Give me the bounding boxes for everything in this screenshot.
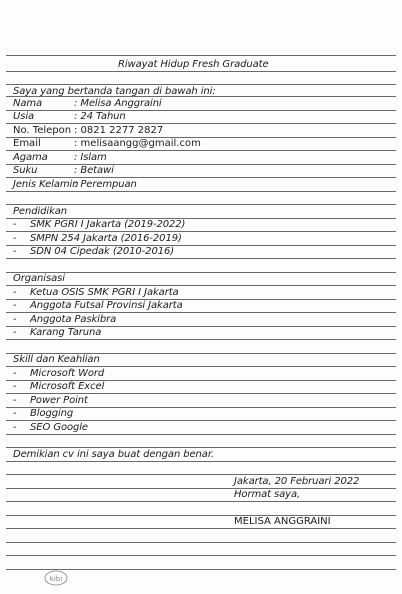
list-item-pendidikan: SDN 04 Cipedak (2010-2016) (30, 246, 175, 257)
list-item-skill: Blogging (30, 408, 74, 419)
list-item-skill: Microsoft Word (30, 368, 105, 379)
list-item-organisasi: Karang Taruna (30, 327, 102, 338)
closing-statement: Demikian cv ini saya buat dengan benar. (13, 449, 214, 460)
ruled-line (6, 366, 396, 367)
logo-text: kibi (49, 575, 63, 583)
list-item-organisasi: Ketua OSIS SMK PGRI I Jakarta (30, 287, 179, 298)
ruled-line (6, 177, 396, 178)
field-value-usia: : 24 Tahun (74, 111, 126, 122)
field-label-nama: Nama (13, 98, 43, 109)
field-label-agama: Agama (13, 152, 48, 163)
ruled-line (6, 285, 396, 286)
signature-regards: Hormat saya, (234, 489, 301, 500)
signature-name: MELISA ANGGRAINI (234, 516, 331, 527)
ruled-line (6, 474, 396, 475)
ruled-line (6, 123, 396, 124)
field-value-agama: : Islam (74, 152, 107, 163)
ruled-line (6, 528, 396, 529)
field-label-suku: Suku (13, 165, 38, 176)
ruled-line (6, 420, 396, 421)
bullet-dash: - (13, 381, 17, 392)
bullet-dash: - (13, 246, 17, 257)
field-value-jenis-kelamin: : Perempuan (74, 179, 137, 190)
ruled-line (6, 461, 396, 462)
signature-place-date: Jakarta, 20 Februari 2022 (234, 476, 360, 487)
field-value-email: : melisaangg@gmail.com (74, 138, 201, 149)
ruled-line (6, 488, 396, 489)
bullet-dash: - (13, 327, 17, 338)
bullet-dash: - (13, 408, 17, 419)
section-heading-pendidikan: Pendidikan (13, 206, 68, 217)
bullet-dash: - (13, 287, 17, 298)
ruled-line (6, 501, 396, 502)
bullet-dash: - (13, 314, 17, 325)
ruled-line (6, 137, 396, 138)
list-item-organisasi: Anggota Futsal Provinsi Jakarta (30, 300, 183, 311)
list-item-skill: Power Point (30, 395, 88, 406)
ruled-line (6, 312, 396, 313)
kibi-logo (44, 570, 68, 586)
bullet-dash: - (13, 219, 17, 230)
list-item-skill: Microsoft Excel (30, 381, 105, 392)
ruled-line (6, 339, 396, 340)
section-heading-organisasi: Organisasi (13, 273, 65, 284)
bullet-dash: - (13, 233, 17, 244)
document-title: Riwayat Hidup Fresh Graduate (118, 59, 269, 70)
ruled-line (6, 393, 396, 394)
bullet-dash: - (13, 300, 17, 311)
list-item-pendidikan: SMPN 254 Jakarta (2016-2019) (30, 233, 182, 244)
bullet-dash: - (13, 368, 17, 379)
ruled-line (6, 447, 396, 448)
field-label-email: Email (13, 138, 41, 149)
field-value-nama: : Melisa Anggraini (74, 98, 162, 109)
field-label-telepon: No. Telepon (13, 125, 72, 136)
ruled-line (6, 231, 396, 232)
ruled-line (6, 164, 396, 165)
section-heading-skill: Skill dan Keahlian (13, 354, 100, 365)
intro-text: Saya yang bertanda tangan di bawah ini: (13, 86, 216, 97)
list-item-pendidikan: SMK PGRI I Jakarta (2019-2022) (30, 219, 186, 230)
ruled-line (6, 515, 396, 516)
ruled-line (6, 150, 396, 151)
list-item-organisasi: Anggota Paskibra (30, 314, 117, 325)
ruled-line (6, 84, 396, 85)
ruled-line (6, 542, 396, 543)
ruled-line (6, 555, 396, 556)
ruled-line (6, 434, 396, 435)
ruled-line (6, 110, 396, 111)
ruled-line (6, 71, 396, 72)
ruled-line (6, 258, 396, 259)
ruled-line (6, 55, 396, 56)
ruled-line (6, 191, 396, 192)
bullet-dash: - (13, 395, 17, 406)
field-label-jenis-kelamin: Jenis Kelamin (13, 179, 79, 190)
list-item-skill: SEO Google (30, 422, 88, 433)
field-value-telepon: : 0821 2277 2827 (74, 125, 164, 136)
bullet-dash: - (13, 422, 17, 433)
ruled-line (6, 204, 396, 205)
field-value-suku: : Betawi (74, 165, 114, 176)
field-label-usia: Usia (13, 111, 35, 122)
